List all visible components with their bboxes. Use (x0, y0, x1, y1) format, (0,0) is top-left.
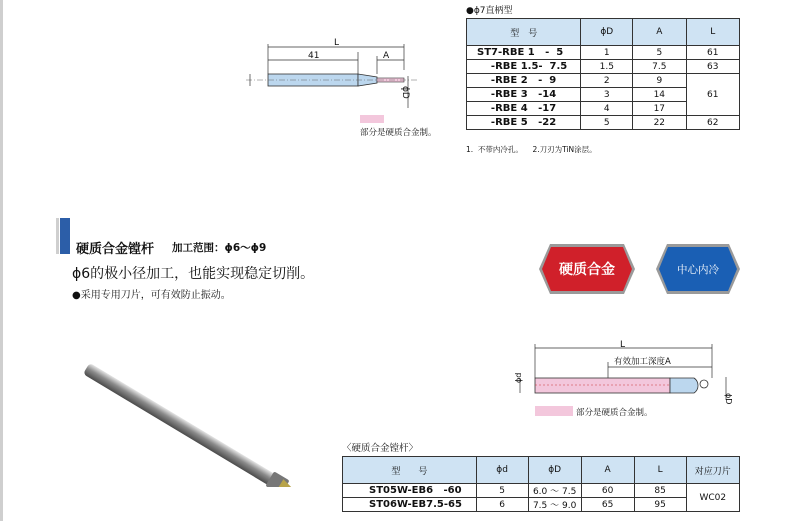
table-header-row (343, 457, 740, 484)
a-cell: 60 (581, 484, 634, 498)
col-a: A (633, 19, 687, 46)
l-cell: 63 (686, 60, 739, 74)
section-accent-bar (60, 218, 70, 254)
col-phiD: ϕD (528, 457, 581, 484)
a-cell: 14 (633, 88, 687, 102)
model-cell: -RBE 2 - 9 (467, 74, 581, 88)
phiD-cell: 6.0 ～ 7.5 (528, 484, 581, 498)
table-row (467, 74, 740, 88)
table-row (467, 46, 740, 60)
table-row (467, 116, 740, 130)
a-cell: 7.5 (633, 60, 687, 74)
col-insert: 对应刀片 (686, 457, 739, 484)
dim-l-label: L (334, 38, 340, 48)
phid-cell: 5 (581, 116, 633, 130)
l-cell: 62 (686, 116, 739, 130)
table-row (343, 484, 740, 498)
phid-cell: 4 (581, 102, 633, 116)
col-phid: ϕd (476, 457, 528, 484)
phid-cell: 1 (581, 46, 633, 60)
model-cell: -RBE 5 -22 (467, 116, 581, 130)
phid-cell: 5 (476, 484, 528, 498)
model-cell: ST05W-EB6 -60 (343, 484, 477, 498)
col-phid: ϕD (581, 19, 633, 46)
l-cell: 61 (686, 46, 739, 60)
section-title: 硬质合金镗杆 (76, 242, 155, 257)
phid-cell: 2 (581, 74, 633, 88)
phid-cell: 3 (581, 88, 633, 102)
phiD-cell: 7.5 ～ 9.0 (528, 498, 581, 512)
col-a: A (581, 457, 634, 484)
bottom-spec-table (342, 456, 740, 512)
dim-a-label: A (383, 51, 390, 61)
a-cell: 5 (633, 46, 687, 60)
section-range: 加工范围：ϕ6～ϕ9 (172, 242, 267, 254)
section-headline: ϕ6的极小径加工，也能实现稳定切削。 (72, 266, 315, 282)
carbide-legend-2: 部分是硬质合金制。 (576, 408, 653, 418)
l-cell: 61 (686, 74, 739, 116)
model-cell: -RBE 1.5- 7.5 (467, 60, 581, 74)
l-cell: 95 (634, 498, 686, 512)
phid-cell: 6 (476, 498, 528, 512)
insert-cell: WC02 (686, 484, 739, 512)
col-l: L (686, 19, 739, 46)
dim2-phid-label: ϕd (514, 372, 523, 383)
top-spec-table (466, 18, 740, 130)
a-cell: 65 (581, 498, 634, 512)
coolant-badge-label: 中心内冷 (677, 264, 719, 276)
dim2-phiD-label: ϕD (724, 393, 733, 405)
a-cell: 9 (633, 74, 687, 88)
dim2-l-label: L (620, 340, 626, 350)
dim2-depth-label: 有效加工深度A (614, 357, 671, 367)
section-bullet: ●采用专用刀片，可有效防止振动。 (72, 290, 231, 301)
model-cell: ST7-RBE 1 - 5 (467, 46, 581, 60)
boring-bar-photo (80, 362, 320, 487)
model-cell: ST06W-EB7.5-65 (343, 498, 477, 512)
a-cell: 17 (633, 102, 687, 116)
model-cell: -RBE 4 -17 (467, 102, 581, 116)
top-table-title: ●ϕ7直柄型 (466, 6, 513, 16)
model-cell: -RBE 3 -14 (467, 88, 581, 102)
carbide-badge-label: 硬质合金 (559, 262, 615, 278)
phid-cell: 1.5 (581, 60, 633, 74)
a-cell: 22 (633, 116, 687, 130)
col-model: 型 号 (467, 19, 581, 46)
top-table-notes: 1. 不带内冷孔。 2.刀刃为TiN涂层。 (466, 145, 597, 154)
table-row (343, 498, 740, 512)
table-row (467, 60, 740, 74)
dim-41-label: 41 (308, 51, 320, 61)
page-edge (0, 0, 3, 521)
table-header-row (467, 19, 740, 46)
col-model: 型 号 (343, 457, 477, 484)
col-l: L (634, 457, 686, 484)
section-accent-light (56, 218, 59, 254)
dim-phid-label: ϕD (400, 86, 410, 99)
bottom-table-title: 〈硬质合金镗杆〉 (342, 443, 419, 454)
l-cell: 85 (634, 484, 686, 498)
carbide-legend-1: 部分是硬质合金制。 (360, 128, 437, 138)
